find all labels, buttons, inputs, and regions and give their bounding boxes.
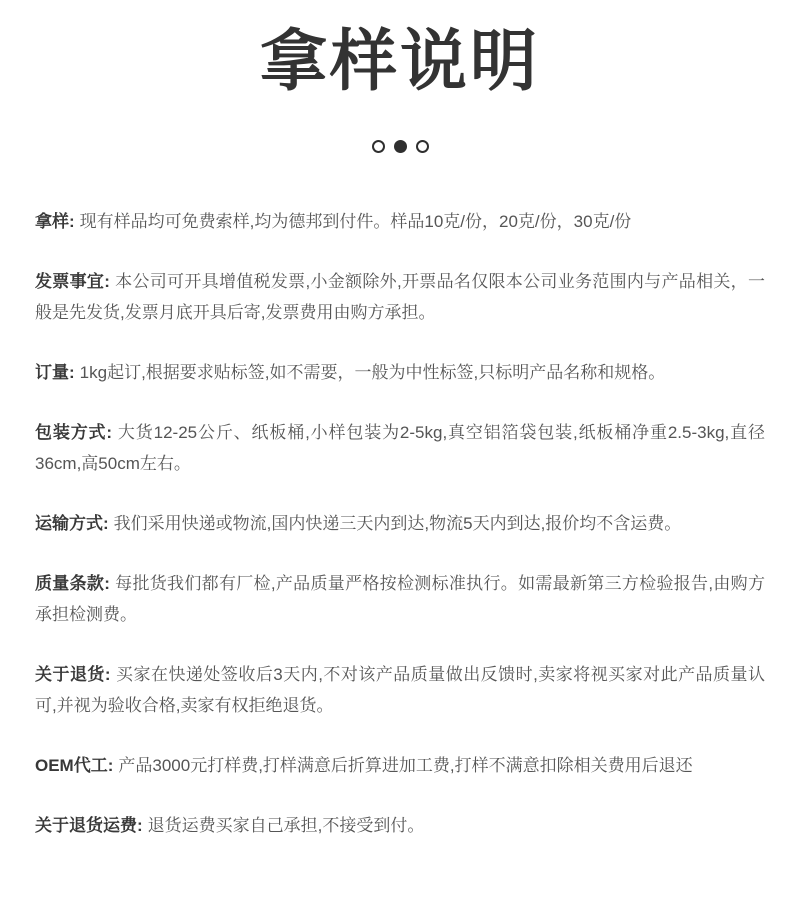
instruction-text: 产品3000元打样费,打样满意后折算进加工费,打样不满意扣除相关费用后退还 — [118, 756, 693, 776]
instruction-label: 包装方式: — [35, 423, 113, 443]
instruction-text: 退货运费买家自己承担,不接受到付。 — [147, 816, 425, 836]
instruction-text: 买家在快递处签收后3天内,不对该产品质量做出反馈时,卖家将视买家对此产品质量认可,并视为验收合格,卖家有权拒绝退货。 — [35, 665, 765, 716]
instruction-paragraph — [35, 659, 765, 721]
instruction-label: OEM代工: — [35, 756, 114, 776]
instruction-paragraph — [35, 357, 765, 388]
instructions-list — [35, 206, 765, 841]
instruction-label: 关于退货运费: — [35, 816, 143, 836]
instruction-label: 订量: — [35, 363, 75, 383]
carousel-dot-2-active[interactable] — [394, 140, 407, 153]
page-title: 拿样说明 — [260, 24, 540, 99]
carousel-dot-3[interactable] — [416, 140, 429, 153]
instruction-text: 现有样品均可免费索样,均为德邦到付件。样品10克/份，20克/份，30克/份 — [79, 212, 632, 232]
instruction-text: 本公司可开具增值税发票,小金额除外,开票品名仅限本公司业务范围内与产品相关，一般是先发货,发票月底开具后寄,发票费用由购方承担。 — [35, 272, 765, 323]
instruction-paragraph — [35, 810, 765, 841]
instruction-text: 1kg起订,根据要求贴标签,如不需要，一般为中性标签,只标明产品名称和规格。 — [79, 363, 666, 383]
carousel-dots — [35, 139, 765, 153]
instruction-paragraph — [35, 417, 765, 479]
instruction-paragraph — [35, 750, 765, 781]
instruction-label: 发票事宜: — [35, 272, 110, 292]
instruction-paragraph — [35, 206, 765, 237]
instruction-label: 关于退货: — [35, 665, 111, 685]
instruction-paragraph — [35, 508, 765, 539]
instruction-paragraph — [35, 568, 765, 630]
instruction-label: 运输方式: — [35, 514, 109, 534]
instruction-text: 大货12-25公斤、纸板桶,小样包装为2-5kg,真空铝箔袋包装,纸板桶净重2.5-3kg,直径36cm,高50cm左右。 — [35, 423, 765, 474]
instruction-text: 我们采用快递或物流,国内快递三天内到达,物流5天内到达,报价均不含运费。 — [113, 514, 682, 534]
instruction-paragraph — [35, 266, 765, 328]
instruction-label: 质量条款: — [35, 574, 110, 594]
instruction-text: 每批货我们都有厂检,产品质量严格按检测标准执行。如需最新第三方检验报告,由购方承担检测费。 — [35, 574, 765, 625]
carousel-dot-1[interactable] — [372, 140, 385, 153]
instruction-label: 拿样: — [35, 212, 75, 232]
